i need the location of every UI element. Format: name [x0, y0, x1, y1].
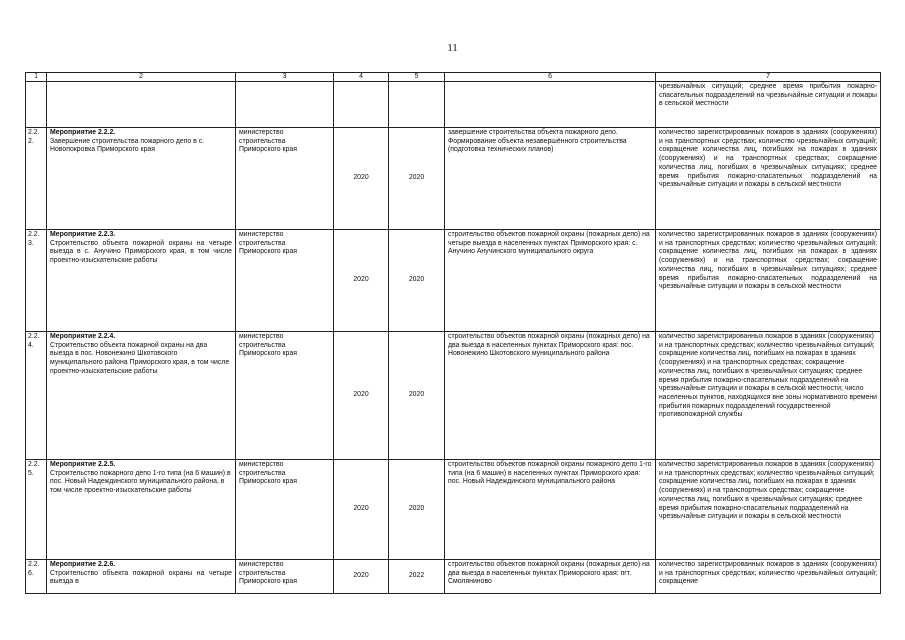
measure-title: Мероприятие 2.2.4.: [50, 333, 116, 340]
executor: министерство строительства Приморского края: [239, 129, 297, 154]
header-cell: 7: [656, 73, 881, 82]
measure-title: Мероприятие 2.2.3.: [50, 231, 116, 238]
measure-title: Мероприятие 2.2.2.: [50, 129, 116, 136]
table-row: [26, 460, 881, 560]
indicators-cell: количество зарегистрированных пожаров в зданиях (сооружениях) и на транспортных средствах; количество чрезвычайных ситуаций; сокращение количества лиц, погибших на пожарах в зданиях (сооружениях) и на транспортных средствах; сокращение количества лиц, погибших в чрезвычайных ситуациях; среднее время прибытия пожарно-спасательных подразделений на чрезвычайные ситуации и пожары в сельской местности: [656, 128, 881, 230]
expected-result: строительство объектов пожарной охраны (пожарных депо) на два выезда в населенных пунктах Приморского края: пгт. Смоляниново: [448, 561, 650, 586]
row-number: 2.2. 6.: [28, 561, 40, 577]
indicators-cell: количество зарегистрированных пожаров в зданиях (сооружениях) и на транспортных средствах; количество чрезвычайных ситуаций; сокращение количества лиц, погибших на пожарах в зданиях (сооружениях) и на транспортных средствах; сокращение количества лиц, погибших в чрезвычайных ситуациях; среднее время прибытия пожарно-спасательных подразделений на чрезвычайные ситуации и пожары в сельской местности: [656, 460, 881, 560]
indicators-cell: чрезвычайных ситуаций; среднее время прибытия пожарно-спасательных подразделений на чрезвычайные ситуации и пожары в сельской местности: [656, 82, 881, 128]
year-end: 2020: [389, 230, 445, 332]
measure-description: Завершение строительства пожарного депо в с. Новопокровка Приморского края: [50, 137, 205, 154]
table-row: [26, 560, 881, 594]
page-number: 11: [447, 42, 458, 54]
year-end: 2022: [389, 560, 445, 594]
year-start: 2020: [334, 560, 389, 594]
indicators-cell: количество зарегистрированных пожаров в зданиях (сооружениях) и на транспортных средствах; количество чрезвычайных ситуаций; сокращение: [656, 560, 881, 594]
table-row: [26, 128, 881, 230]
header-cell: 1: [26, 73, 47, 82]
year-start: 2020: [334, 230, 389, 332]
year-end: 2020: [389, 128, 445, 230]
header-row: [26, 73, 881, 82]
measures-table: [25, 72, 881, 594]
measure-description: Строительство объекта пожарной охраны на четыре выезда в с. Анучино Приморского края, в том числе проектно-изыскательские работы: [50, 239, 232, 265]
table-row: [26, 82, 881, 128]
header-cell: 5: [389, 73, 445, 82]
row-number: 2.2. 3.: [28, 231, 40, 247]
indicators-cell: количество зарегистрированных пожаров в зданиях (сооружениях) и на транспортных средствах; количество чрезвычайных ситуаций; сокращение количества лиц, погибших на пожарах в зданиях (сооружениях) и на транспортных средствах; сокращение количества лиц, погибших в чрезвычайных ситуациях; среднее время прибытия пожарно-спасательных подразделений на чрезвычайные ситуации и пожары в сельской местности: [656, 230, 881, 332]
measure-description: Строительство объекта пожарной охраны на четыре выезда в: [50, 569, 232, 586]
row-number: 2.2. 5.: [28, 461, 40, 477]
header-cell: 4: [334, 73, 389, 82]
year-start: 2020: [334, 128, 389, 230]
table-row: [26, 332, 881, 460]
year-end: 2020: [389, 460, 445, 560]
executor: министерство строительства Приморского края: [239, 461, 297, 486]
header-cell: 2: [47, 73, 236, 82]
measure-title: Мероприятие 2.2.5.: [50, 461, 116, 468]
executor: министерство строительства Приморского края: [239, 333, 297, 358]
indicators-cell: количество зарегистрированных пожаров в зданиях (сооружениях) и на транспортных средствах; количество чрезвычайных ситуаций; сокращение количества лиц, погибших на пожарах в зданиях (сооружениях) и на транспортных средствах; сокращение количества лиц, погибших в чрезвычайных ситуациях; среднее время прибытия пожарно-спасательных подразделений на чрезвычайные ситуации и пожары в сельской местности; число населенных пунктов, находящихся вне зоны нормативного времени прибытия пожарных подразделений государственной противопожарной службы: [656, 332, 881, 460]
measure-title: Мероприятие 2.2.6.: [50, 561, 116, 568]
executor: министерство строительства Приморского края: [239, 231, 297, 256]
expected-result: строительство объектов пожарной охраны (пожарных депо) на два выезда в населенных пунктах Приморского края: пос. Новонежино Шкотовского муниципального района: [448, 333, 650, 358]
row-number: 2.2. 2.: [28, 129, 40, 145]
header-cell: 6: [445, 73, 656, 82]
expected-result: строительство объектов пожарной охраны (пожарных депо) на четыре выезда в населенных пунктах Приморского края: с. Анучино Анучинского муниципального округа: [448, 231, 650, 256]
year-start: 2020: [334, 332, 389, 460]
header-cell: 3: [236, 73, 334, 82]
measure-description: Строительство объекта пожарной охраны на два выезда в пос. Новонежино Шкотовского муниципального района Приморского края, в том числе проектно-изыскательские работы: [50, 341, 230, 375]
row-number: 2.2. 4.: [28, 333, 40, 349]
year-start: 2020: [334, 460, 389, 560]
expected-result: завершение строительства объекта пожарного депо. Формирование объекта незавершённого строительства (подготовка технических планов): [448, 129, 627, 154]
expected-result: строительство объектов пожарной охраны пожарного депо 1-го типа (на 6 машин) в населенных пунктах Приморского края: пос. Новый Надеждинского муниципального района: [448, 461, 652, 486]
table-row: [26, 230, 881, 332]
measure-description: Строительство пожарного депо 1-го типа (на 6 машин) в пос. Новый Надеждинского муниципального района, в том числе проектно-изыскательские работы: [50, 469, 231, 495]
year-end: 2020: [389, 332, 445, 460]
executor: министерство строительства Приморского края: [239, 561, 297, 586]
